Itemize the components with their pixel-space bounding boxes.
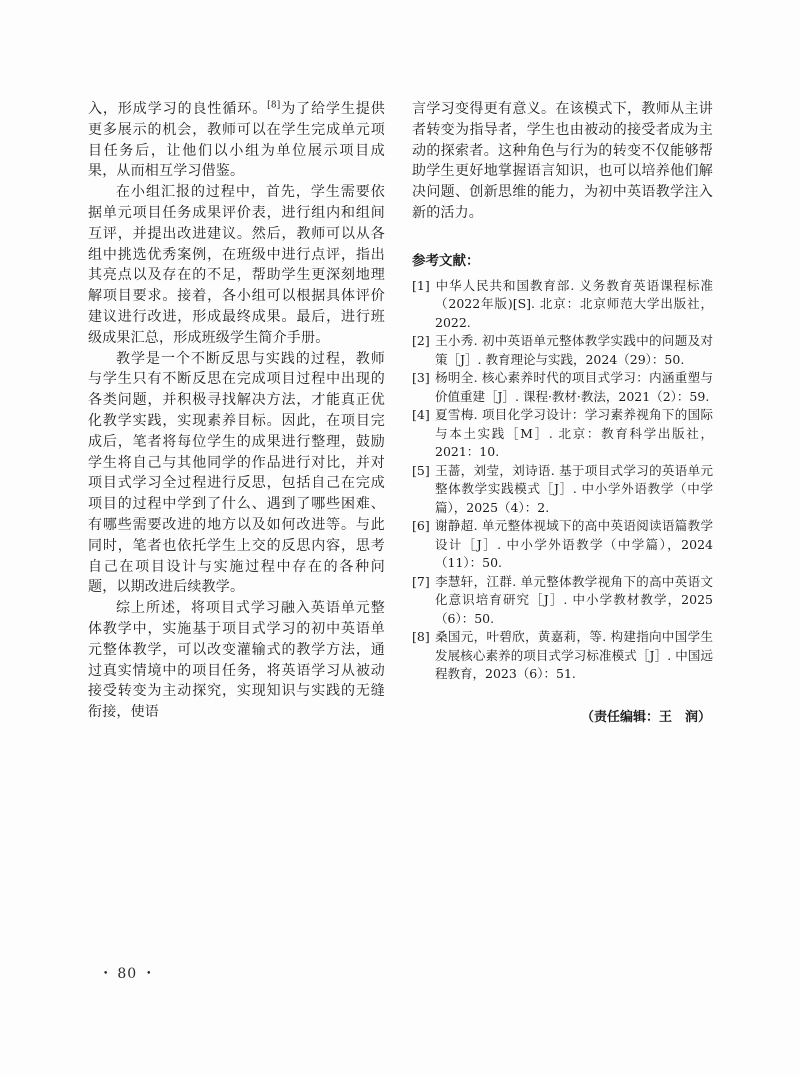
- reference-number: [6]: [412, 518, 430, 534]
- paragraph-text: 入，形成学习的良性循环。: [88, 101, 268, 117]
- reference-item: [412, 573, 713, 629]
- paragraph: 在小组汇报的过程中，首先，学生需要依据单元项目任务成果评价表，进行组内和组间互评，并提出改进建议。然后，教师可以从各组中挑选优秀案例，在班级中进行点评，指出其亮点以及存在的不足，帮助学生更深刻地理解项目要求。接着，各小组可以根据具体评价建议进行改进，形成最终成果。最后，进行班级成果汇总，形成班级学生简介手册。: [88, 184, 385, 346]
- reference-text: 李慧轩，江群. 单元整体教学视角下的高中英语文化意识培育研究［J］. 中小学教材教学，2025（6）：50.: [434, 573, 713, 626]
- reference-text: 王蔷，刘莹，刘诗语. 基于项目式学习的英语单元整体教学实践模式［J］. 中小学外语教学（中学篇），2025（4）：2.: [434, 462, 713, 515]
- paragraph-continued: 言学习变得更有意义。在该模式下，教师从主讲者转变为指导者，学生也由被动的接受者成为主动的探索者。这种角色与行为的转变不仅能够帮助学生更好地掌握语言知识，也可以培养他们解决问题、创新思维的能力，为初中英语教学注入新的活力。: [412, 101, 713, 221]
- reference-item: [412, 406, 713, 462]
- reference-item: [412, 462, 713, 518]
- citation-superscript: [8]: [267, 100, 281, 111]
- paragraph: 教学是一个不断反思与实践的过程，教师与学生只有不断反思在完成项目过程中出现的各类问题，并积极寻找解决方法，才能真正优化教学实践，实现素养目标。因此，在项目完成后，笔者将每位学生的成果进行整理，鼓励学生将自己与其他同学的作品进行对比，并对项目式学习全过程进行反思，包括自己在完成项目的过程中学到了什么、遇到了哪些困难、有哪些需要改进的地方以及如何改进等。与此同时，笔者也依托学生上交的反思内容，思考自己在项目设计与实施过程中存在的各种问题，以期改进后续教学。: [88, 350, 385, 596]
- footer-dot-left: •: [103, 969, 109, 979]
- paragraph-continued: [88, 99, 385, 182]
- reference-item: [412, 332, 713, 369]
- paragraph: 综上所述，将项目式学习融入英语单元整体教学中，实施基于项目式学习的初中英语单元整体教学，可以改变灌输式的教学方法，通过真实情境中的项目任务，将英语学习从被动接受转变为主动探究，实现知识与实践的无缝衔接，使语: [88, 600, 385, 721]
- reference-text: 谢静超. 单元整体视域下的高中英语阅读语篇教学设计［J］. 中小学外语教学（中学篇），2024（11）：50.: [434, 518, 713, 571]
- responsible-editor-note: （责任编辑：王 润）: [580, 709, 711, 725]
- reference-text: 夏雪梅. 项目化学习设计：学习素养视角下的国际与本土实践［M］. 北京：教育科学出版社，2021：10.: [434, 407, 713, 460]
- reference-text: 王小秀. 初中英语单元整体教学实践中的问题及对策［J］. 教育理论与实践，2024（29）：50.: [434, 333, 713, 367]
- reference-number: [2]: [412, 333, 430, 349]
- reference-number: [5]: [412, 462, 430, 478]
- footer-page-number: 80: [117, 966, 138, 982]
- reference-item: [412, 628, 713, 684]
- reference-number: [8]: [412, 629, 430, 645]
- footer-dot-right: •: [146, 969, 152, 979]
- reference-item: [412, 369, 713, 406]
- left-column: [88, 99, 385, 723]
- reference-text: 中华人民共和国教育部. 义务教育英语课程标准（2022年版)[S]. 北京：北京师范大学出版社，2022.: [434, 277, 713, 330]
- reference-text: 桑国元，叶碧欣，黄嘉莉，等. 构建指向中国学生发展核心素养的项目式学习标准模式［J］. 中国远程教育，2023（6）：51.: [434, 629, 713, 682]
- reference-number: [3]: [412, 370, 430, 386]
- reference-text: 杨明全. 核心素养时代的项目式学习：内涵重塑与价值重建［J］. 课程·教材·教法，2021（2）：59.: [434, 370, 713, 404]
- paragraph-text: 为了给学生提供更多展示的机会，教师可以在学生完成单元项目任务后，让他们以小组为单位展示项目成果，从而相互学习借鉴。: [88, 101, 385, 180]
- reference-number: [4]: [412, 407, 430, 423]
- page-number: [103, 966, 151, 982]
- reference-number: [1]: [412, 277, 430, 293]
- right-column: [412, 99, 713, 725]
- references-heading: 参考文献：: [412, 252, 480, 269]
- reference-item: [412, 277, 713, 333]
- reference-number: [7]: [412, 573, 430, 589]
- reference-item: [412, 517, 713, 573]
